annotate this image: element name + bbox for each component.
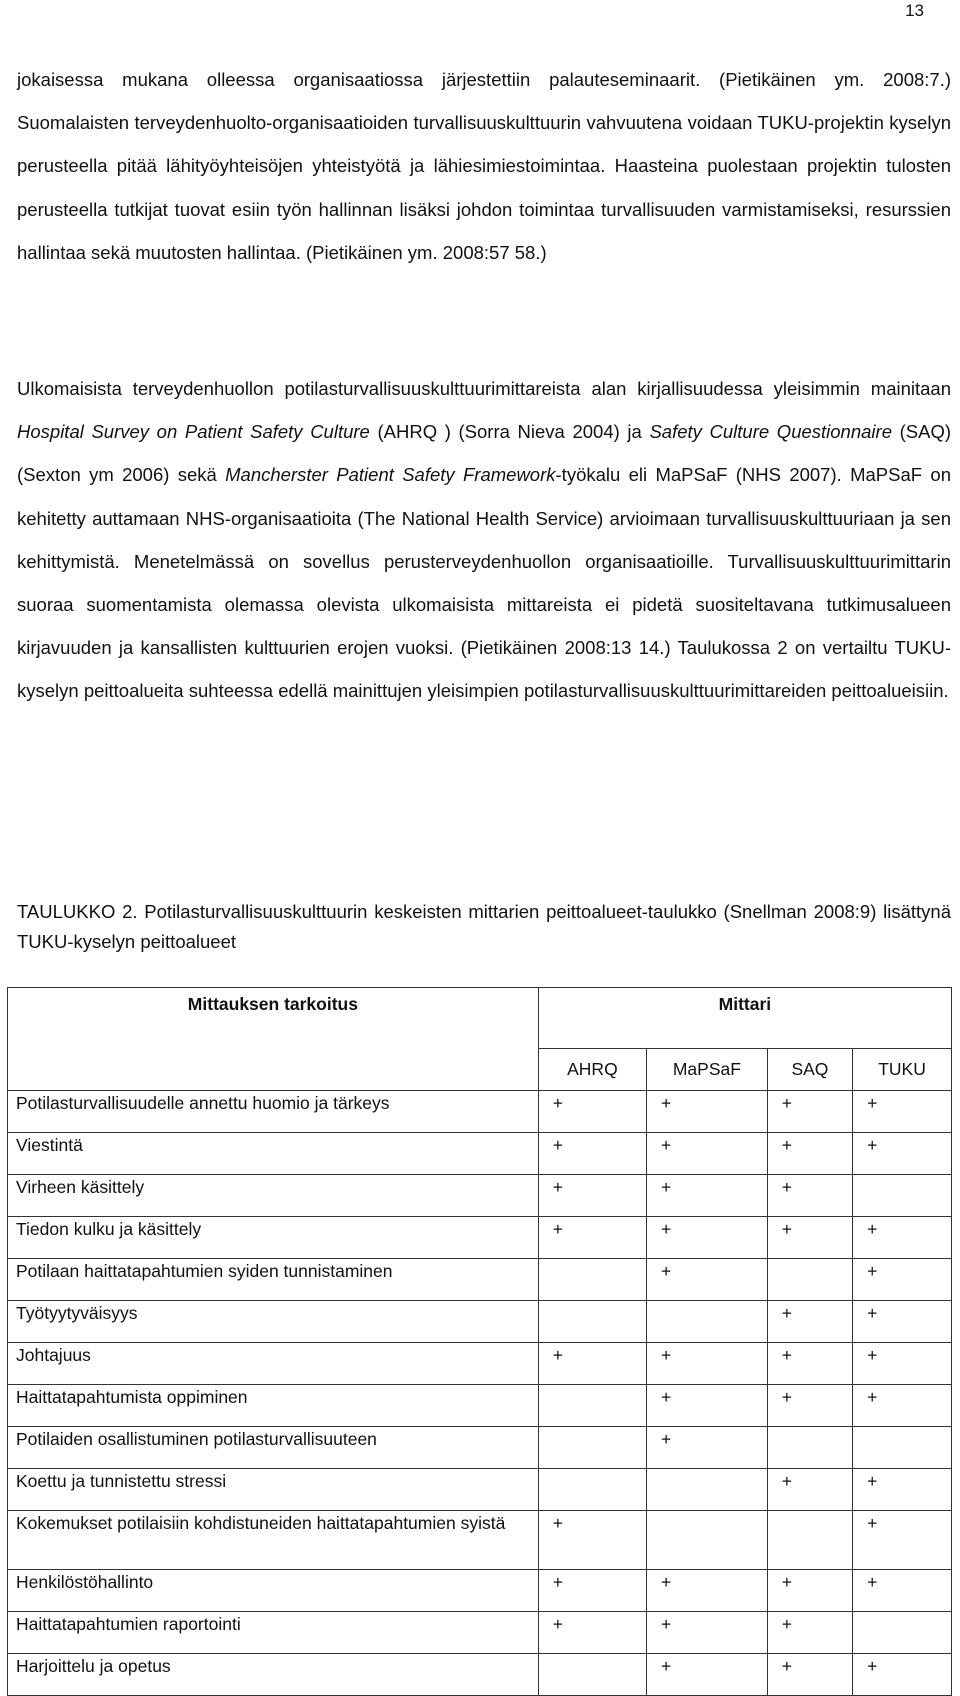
table-row (8, 1175, 952, 1217)
coverage-mark: + (767, 1133, 852, 1175)
paragraph-text: (AHRQ ) (Sorra Nieva 2004) ja (369, 421, 650, 443)
coverage-mark: + (767, 1343, 852, 1385)
table-caption: TAULUKKO 2. Potilasturvallisuuskulttuurin keskeisten mittarien peittoalueet-taulukko (Snellman 2008:9) lisättynä TUKU-kyselyn peittoalueet (17, 901, 951, 952)
coverage-mark: + (647, 1427, 768, 1469)
row-label: Johtajuus (8, 1343, 539, 1385)
coverage-mark (538, 1427, 646, 1469)
row-label: Henkilöstöhallinto (8, 1570, 539, 1612)
coverage-mark: + (647, 1612, 768, 1654)
paragraph-text: (SAQ) (Sexton ym 2006) sekä (17, 421, 952, 486)
table-row (8, 1654, 952, 1696)
paragraph-text: jokaisessa mukana olleessa organisaatiossa järjestettiin palauteseminaarit. (Pietikäinen ym. 2008:7.) Suomalaisten terveydenhuolto-organisaatioiden turvallisuuskulttuurin vahvuutena voidaan TUKU-projektin kyselyn perusteella pitää lähityöyhteisöjen yhteistyötä ja lähiesimiestoimintaa. Haasteina puolestaan projektin tulosten perusteella tutkijat tuovat esiin työn hallinnan lisäksi johdon toimintaa turvallisuuden varmistamiseksi, resurssien hallintaa sekä muutosten hallintaa. (Pietikäinen ym. 2008:57 58.) (17, 69, 951, 263)
coverage-mark (767, 1427, 852, 1469)
table-row (8, 1570, 952, 1612)
coverage-mark: + (647, 1343, 768, 1385)
coverage-mark: + (647, 1091, 768, 1133)
table-row (8, 1091, 952, 1133)
row-label: Kokemukset potilaisiin kohdistuneiden haittatapahtumien syistä (8, 1511, 539, 1570)
table-row (8, 1343, 952, 1385)
coverage-mark: + (853, 1301, 952, 1343)
coverage-mark: + (767, 1570, 852, 1612)
table-row (8, 1427, 952, 1469)
column-header: MaPSaF (647, 1049, 768, 1091)
table-row (8, 1217, 952, 1259)
coverage-mark (853, 1175, 952, 1217)
row-label: Harjoittelu ja opetus (8, 1654, 539, 1696)
coverage-mark (647, 1511, 768, 1570)
coverage-mark: + (767, 1175, 852, 1217)
coverage-mark: + (767, 1654, 852, 1696)
coverage-mark: + (767, 1217, 852, 1259)
coverage-mark: + (767, 1612, 852, 1654)
coverage-mark: + (538, 1570, 646, 1612)
coverage-mark: + (767, 1469, 852, 1511)
coverage-mark: + (853, 1091, 952, 1133)
purpose-header: Mittauksen tarkoitus (8, 988, 539, 1091)
coverage-mark (538, 1259, 646, 1301)
table-row (8, 1133, 952, 1175)
coverage-mark: + (853, 1654, 952, 1696)
table-row (8, 1301, 952, 1343)
coverage-mark: + (853, 1511, 952, 1570)
row-label: Koettu ja tunnistettu stressi (8, 1469, 539, 1511)
italic-title: Safety Culture Questionnaire (649, 421, 892, 443)
coverage-mark: + (767, 1091, 852, 1133)
column-header: TUKU (853, 1049, 952, 1091)
paragraph-2 (17, 367, 951, 713)
row-label: Viestintä (8, 1133, 539, 1175)
table-row (8, 1612, 952, 1654)
coverage-mark (538, 1385, 646, 1427)
coverage-mark (538, 1654, 646, 1696)
coverage-mark: + (853, 1469, 952, 1511)
column-header: AHRQ (538, 1049, 646, 1091)
coverage-mark (767, 1259, 852, 1301)
coverage-mark: + (647, 1175, 768, 1217)
row-label: Potilaiden osallistuminen potilasturvallisuuteen (8, 1427, 539, 1469)
coverage-mark: + (538, 1343, 646, 1385)
row-label: Haittatapahtumien raportointi (8, 1612, 539, 1654)
coverage-mark (647, 1469, 768, 1511)
row-label: Potilasturvallisuudelle annettu huomio ja tärkeys (8, 1091, 539, 1133)
coverage-mark: + (647, 1654, 768, 1696)
row-label: Virheen käsittely (8, 1175, 539, 1217)
coverage-mark: + (767, 1301, 852, 1343)
coverage-mark (853, 1427, 952, 1469)
coverage-mark (647, 1301, 768, 1343)
coverage-mark: + (853, 1217, 952, 1259)
table-row (8, 1259, 952, 1301)
coverage-mark (767, 1511, 852, 1570)
coverage-mark: + (538, 1511, 646, 1570)
coverage-mark: + (538, 1217, 646, 1259)
coverage-mark: + (647, 1133, 768, 1175)
italic-title: Mancherster Patient Safety Framework (225, 464, 556, 486)
coverage-mark: + (853, 1570, 952, 1612)
row-label: Potilaan haittatapahtumien syiden tunnistaminen (8, 1259, 539, 1301)
coverage-table (7, 987, 952, 1696)
table-row (8, 1385, 952, 1427)
coverage-mark (538, 1301, 646, 1343)
paragraph-text: Ulkomaisista terveydenhuollon potilasturvallisuuskulttuurimittareista alan kirjallisuudessa yleisimmin mainitaan (17, 378, 951, 399)
coverage-mark: + (853, 1133, 952, 1175)
row-label: Haittatapahtumista oppiminen (8, 1385, 539, 1427)
coverage-mark: + (647, 1385, 768, 1427)
table-row (8, 1511, 952, 1570)
coverage-mark (853, 1612, 952, 1654)
coverage-mark: + (647, 1259, 768, 1301)
coverage-mark: + (767, 1385, 852, 1427)
row-label: Tiedon kulku ja käsittely (8, 1217, 539, 1259)
coverage-mark: + (538, 1091, 646, 1133)
coverage-mark: + (647, 1217, 768, 1259)
coverage-mark (538, 1469, 646, 1511)
coverage-mark: + (647, 1570, 768, 1612)
column-header: SAQ (767, 1049, 852, 1091)
coverage-mark: + (538, 1133, 646, 1175)
page-number: 13 (905, 1, 924, 20)
coverage-mark: + (538, 1175, 646, 1217)
paragraph-text: -työkalu eli MaPSaF (NHS 2007). MaPSaF on kehitetty auttamaan NHS-organisaatioita (The National Health Service) arvioimaan turvallisuuskulttuuriaan ja sen kehittymistä. Menetelmässä on sovellus perusterveydenhuollon organisaatioille. Turvallisuuskulttuurimittarin suoraa suomentamista olemassa olevista ulkomaisista mittareista ei pidetä suositeltavana tutkimusalueen kirjavuuden ja kansallisten kulttuurien erojen vuoksi. (Pietikäinen 2008:13 14.) Taulukossa 2 on vertailtu TUKU-kyselyn peittoalueita suhteessa edellä mainittujen yleisimpien potilasturvallisuuskulttuurimittareiden peittoalueisiin. (17, 464, 951, 702)
coverage-mark: + (853, 1259, 952, 1301)
instrument-header: Mittari (538, 988, 951, 1049)
coverage-mark: + (538, 1612, 646, 1654)
coverage-mark: + (853, 1385, 952, 1427)
paragraph-1 (17, 58, 951, 274)
italic-title: Hospital Survey on Patient Safety Culture (17, 421, 370, 443)
table-row (8, 1469, 952, 1511)
row-label: Työtyytyväisyys (8, 1301, 539, 1343)
coverage-mark: + (853, 1343, 952, 1385)
